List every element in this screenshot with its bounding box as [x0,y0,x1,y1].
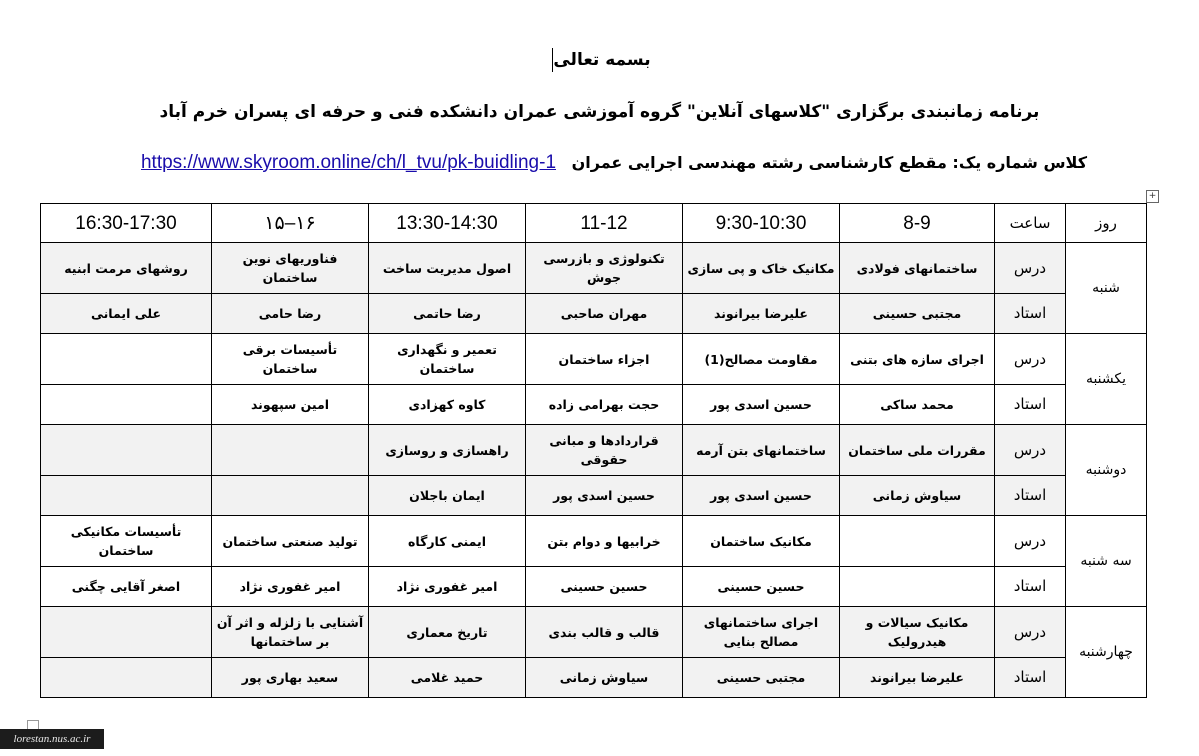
course-cell: روشهای مرمت ابنیه [41,243,212,294]
header-slot: ۱۶–۱۵ [212,204,369,243]
teacher-cell: امیر غفوری نژاد [212,567,369,607]
teacher-cell [41,476,212,516]
course-cell: مقاومت مصالح(1) [683,334,840,385]
course-cell: ساختمانهای بتن آرمه [683,425,840,476]
course-cell: اجرای ساختمانهای مصالح بنایی [683,607,840,658]
row-label-course: درس [995,607,1066,658]
teacher-cell: کاوه کهزادی [369,385,526,425]
teacher-cell: حسین حسینی [683,567,840,607]
course-cell: تولید صنعتی ساختمان [212,516,369,567]
header-slot: 8-9 [840,204,995,243]
watermark-badge: lorestan.nus.ac.ir [0,729,104,749]
title-text: بسمه تعالی [553,50,651,70]
table-row [41,385,1147,425]
course-cell [41,607,212,658]
teacher-cell: علیرضا بیرانوند [840,658,995,698]
row-label-course: درس [995,243,1066,294]
teacher-cell: حسین حسینی [526,567,683,607]
teacher-cell: محمد ساکی [840,385,995,425]
teacher-cell: علی ایمانی [41,294,212,334]
table-row [41,567,1147,607]
teacher-cell: ایمان باجلان [369,476,526,516]
teacher-cell [212,476,369,516]
course-cell: اجزاء ساختمان [526,334,683,385]
teacher-cell: مجتبی حسینی [840,294,995,334]
schedule-table [40,203,1147,698]
table-row [41,334,1147,385]
header-day: روز [1066,204,1147,243]
teacher-cell [840,567,995,607]
teacher-cell: حجت بهرامی زاده [526,385,683,425]
class-label: کلاس شماره یک: مقطع کارشناسی رشته مهندسی اجرایی عمران [571,153,1087,172]
course-cell: مکانیک ساختمان [683,516,840,567]
course-cell: آشنایی با زلزله و اثر آن بر ساختمانها [212,607,369,658]
day-name: شنبه [1066,243,1147,334]
day-name: دوشنبه [1066,425,1147,516]
course-cell: فناوریهای نوین ساختمان [212,243,369,294]
course-cell [840,516,995,567]
teacher-cell: حمید غلامی [369,658,526,698]
header-slot: 16:30-17:30 [41,204,212,243]
course-cell: قالب و قالب بندی [526,607,683,658]
course-cell: مکانیک سیالات و هیدرولیک [840,607,995,658]
course-cell: تأسیسات برقی ساختمان [212,334,369,385]
day-name: سه شنبه [1066,516,1147,607]
header-slot: 9:30-10:30 [683,204,840,243]
teacher-cell: سعید بهاری پور [212,658,369,698]
course-cell: اصول مدیریت ساخت [369,243,526,294]
header-slot: 11-12 [526,204,683,243]
course-cell: ایمنی کارگاه [369,516,526,567]
teacher-cell: رضا حاتمی [369,294,526,334]
table-move-handle-icon[interactable]: + [1146,190,1159,203]
teacher-cell [41,658,212,698]
row-label-teacher: استاد [995,567,1066,607]
course-cell: مقررات ملی ساختمان [840,425,995,476]
class-link[interactable]: https://www.skyroom.online/ch/l_tvu/pk-buidling-1 [140,152,557,173]
teacher-cell: مهران صاحبی [526,294,683,334]
page-title [0,48,1199,72]
row-label-teacher: استاد [995,476,1066,516]
course-cell: تکنولوژی و بازرسی جوش [526,243,683,294]
teacher-cell: امیر غفوری نژاد [369,567,526,607]
table-row [41,243,1147,294]
course-cell: اجرای سازه های بتنی [840,334,995,385]
teacher-cell: حسین اسدی پور [526,476,683,516]
course-cell [41,334,212,385]
row-label-teacher: استاد [995,294,1066,334]
teacher-cell: سیاوش زمانی [526,658,683,698]
class-info-line [141,152,1087,174]
row-label-course: درس [995,425,1066,476]
course-cell: ساختمانهای فولادی [840,243,995,294]
course-cell: تأسیسات مکانیکی ساختمان [41,516,212,567]
course-cell [41,425,212,476]
document-subtitle: برنامه زمانبندی برگزاری "کلاسهای آنلاین" گروه آموزشی عمران دانشکده فنی و حرفه ای پسران خرم آباد [159,102,1040,122]
teacher-cell: امین سپهوند [212,385,369,425]
table-row [41,658,1147,698]
table-row [41,476,1147,516]
teacher-cell: رضا حامی [212,294,369,334]
teacher-cell: علیرضا بیرانوند [683,294,840,334]
row-label-course: درس [995,334,1066,385]
teacher-cell [41,385,212,425]
teacher-cell: سیاوش زمانی [840,476,995,516]
row-label-teacher: استاد [995,385,1066,425]
course-cell: تاریخ معماری [369,607,526,658]
table-row [41,607,1147,658]
day-name: یکشنبه [1066,334,1147,425]
header-slot: 13:30-14:30 [369,204,526,243]
table-header-row [41,204,1147,243]
row-label-teacher: استاد [995,658,1066,698]
course-cell: تعمیر و نگهداری ساختمان [369,334,526,385]
course-cell: راهسازی و روسازی [369,425,526,476]
teacher-cell: حسین اسدی پور [683,385,840,425]
day-name: چهارشنبه [1066,607,1147,698]
row-label-course: درس [995,516,1066,567]
table-row [41,425,1147,476]
table-row [41,516,1147,567]
course-cell: خرابیها و دوام بتن [526,516,683,567]
course-cell: قراردادها و مبانی حقوقی [526,425,683,476]
course-cell: مکانیک خاک و پی سازی [683,243,840,294]
teacher-cell: حسین اسدی پور [683,476,840,516]
teacher-cell: مجتبی حسینی [683,658,840,698]
table-row [41,294,1147,334]
course-cell [212,425,369,476]
teacher-cell: اصغر آقایی چگنی [41,567,212,607]
header-hour: ساعت [995,204,1066,243]
